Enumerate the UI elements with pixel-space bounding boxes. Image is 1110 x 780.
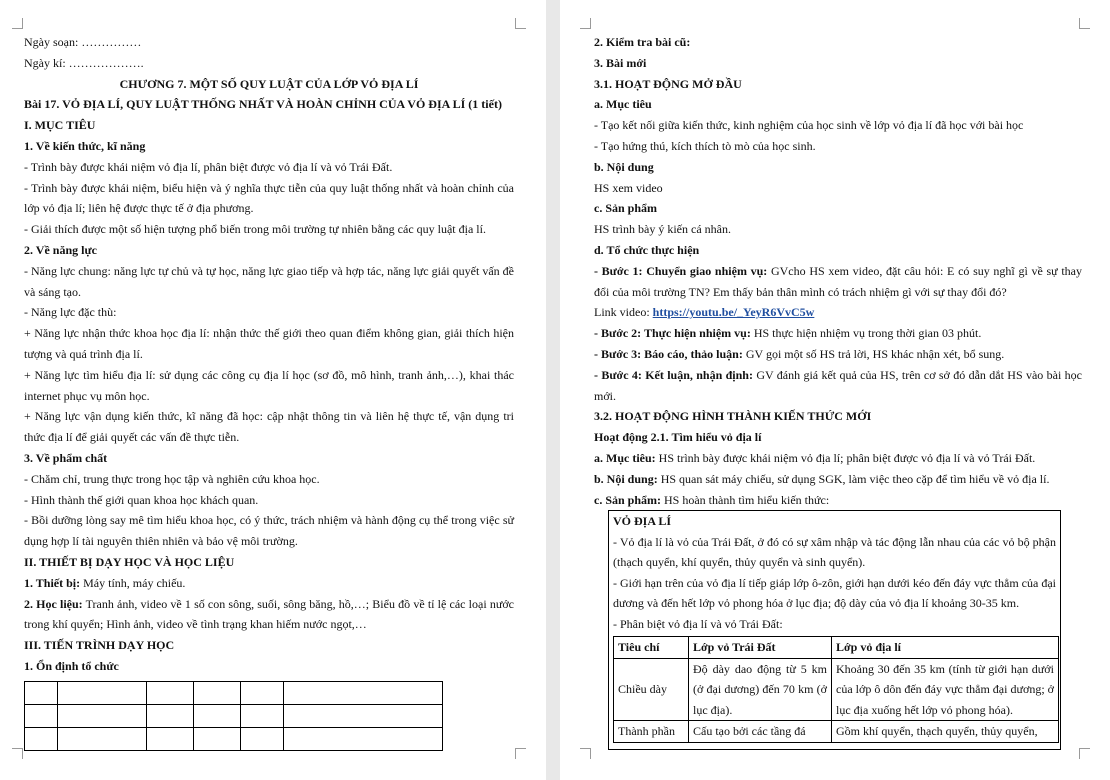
table-cell[interactable] (284, 681, 443, 704)
heading-process[interactable]: III. TIẾN TRÌNH DẠY HỌC (24, 638, 175, 653)
paragraph[interactable]: - Giới hạn trên của vỏ địa lí tiếp giáp lớp ô-zôn, giới hạn dưới kéo đến đáy vực thẳm của đại dương và đến hết lớp vỏ phong hóa ở lục địa; độ dày của vỏ địa lí khoảng 30-35 km. (613, 575, 1056, 611)
video-link-line (594, 302, 1082, 323)
paragraph[interactable]: - Phân biệt vỏ địa lí và vỏ Trái Đất: (613, 616, 783, 631)
paragraph[interactable]: - Trình bày được khái niệm, biểu hiện và ý nghĩa thực tiễn của quy luật thống nhất và hoàn chỉnh của lớp vỏ địa lí; liên hệ được thực tế ở địa phương. (24, 180, 514, 216)
paragraph[interactable]: + Năng lực nhận thức khoa học địa lí: nhận thức thế giới theo quan điểm không gian, giải thích hiện tượng và quá trình địa lí. (24, 326, 514, 361)
table-row (25, 681, 443, 704)
link-label: Link video: (594, 305, 653, 320)
table-cell[interactable]: Cấu tạo bởi các tầng đá (689, 721, 832, 743)
page-content (24, 32, 514, 751)
text: HS trình bày được khái niệm vỏ địa lí; phân biệt được vỏ địa lí và vỏ Trái Đất. (655, 450, 1036, 465)
paragraph[interactable]: HS xem video (594, 180, 663, 195)
lesson-title[interactable]: Bài 17. VỎ ĐỊA LÍ, QUY LUẬT THỐNG NHẤT VÀ HOÀN CHỈNH CỦA VỎ ĐỊA LÍ (1 tiết) (24, 97, 502, 112)
paragraph[interactable] (24, 573, 514, 594)
comparison-table[interactable] (613, 636, 1059, 743)
margin-corner-mark (580, 18, 591, 29)
margin-corner-mark (1079, 18, 1090, 29)
paragraph[interactable] (24, 594, 514, 636)
text: GVcho HS xem video, đặt câu hỏi: E có suy nghĩ gì về sự thay đổi của môi trường TN? Em thấy bản thân mình có trách nhiệm gì với sự thay đổi đó? (594, 263, 1082, 299)
table-cell[interactable]: Chiều dày (614, 658, 689, 721)
paragraph[interactable]: - Bồi dưỡng lòng say mê tìm hiểu khoa học, có ý thức, trách nhiệm và hành động cụ thể trong việc sử dụng hợp lí tài nguyên thiên nhiên và bảo vệ môi trường. (24, 513, 514, 549)
table-cell[interactable] (58, 704, 147, 727)
paragraph[interactable]: - Trình bày được khái niệm vỏ địa lí, phân biệt được vỏ địa lí và vỏ Trái Đất. (24, 159, 393, 174)
chapter-title[interactable]: CHƯƠNG 7. MỘT SỐ QUY LUẬT CỦA LỚP VỎ ĐỊA LÍ (119, 76, 419, 91)
table-row (614, 721, 1059, 743)
table-cell[interactable] (284, 727, 443, 750)
text: Tranh ảnh, video về 1 số con sông, suối, sông băng, hồ,…; Biểu đồ về tỉ lệ các loại nước trong khí quyển; Hình ảnh, video về tình trạng khan hiếm nước ngọt,… (24, 596, 515, 632)
margin-corner-mark (12, 18, 23, 29)
text: GV gọi một số HS trả lời, HS khác nhận xét, bổ sung. (742, 346, 1005, 361)
heading-new-lesson[interactable]: 3. Bài mới (594, 55, 647, 70)
heading-activity-2-1[interactable]: Hoạt động 2.1. Tìm hiểu vỏ địa lí (594, 430, 762, 445)
paragraph[interactable]: + Năng lực vận dụng kiến thức, kĩ năng đã học: cập nhật thông tin và liên hệ thực tế, vận dụng tri thức địa lí để giải quyết các vấn đề thực tiễn. (24, 409, 514, 445)
paragraph[interactable]: - Chăm chỉ, trung thực trong học tập và nghiên cứu khoa học. (24, 471, 320, 486)
label: 2. Học liệu: (24, 596, 83, 611)
step-2[interactable] (594, 323, 1082, 344)
paragraph[interactable] (594, 448, 1082, 469)
table-cell[interactable] (241, 727, 284, 750)
paragraph[interactable] (594, 490, 1082, 511)
heading-competence[interactable]: 2. Về năng lực (24, 242, 97, 257)
step-3[interactable] (594, 344, 1082, 365)
table-cell[interactable]: Khoảng 30 đến 35 km (tính từ giới hạn dưới của lớp ô dôn đến đáy vực thẳm đại dương; ở lục địa xuống hết lớp vỏ phong hóa). (832, 658, 1059, 721)
text: Máy tính, máy chiếu. (80, 575, 186, 590)
label: - Bước 1: Chuyển giao nhiệm vụ: (594, 263, 768, 278)
heading-equipment[interactable]: II. THIẾT BỊ DẠY HỌC VÀ HỌC LIỆU (24, 554, 235, 569)
step-1[interactable] (594, 261, 1082, 303)
paragraph[interactable]: - Năng lực đặc thù: (24, 305, 117, 320)
table-cell[interactable] (147, 727, 194, 750)
heading-opening-activity[interactable]: 3.1. HOẠT ĐỘNG MỞ ĐẦU (594, 76, 742, 91)
heading-qualities[interactable]: 3. Về phẩm chất (24, 450, 108, 465)
table-row (25, 704, 443, 727)
date-prepared[interactable]: Ngày soạn: …………… (24, 35, 142, 49)
table-cell[interactable]: Thành phần (614, 721, 689, 743)
document-page-right (560, 0, 1110, 780)
heading-objectives[interactable]: I. MỤC TIÊU (24, 118, 96, 133)
paragraph[interactable]: - Vỏ địa lí là vỏ của Trái Đất, ở đó có sự xâm nhập và tác động lẫn nhau của các vỏ bộ phận (thạch quyển, khí quyển, thủy quyển và sinh quyển). (613, 534, 1056, 570)
box-title[interactable]: VỎ ĐỊA LÍ (613, 514, 672, 529)
table-cell[interactable] (25, 727, 58, 750)
label: - Bước 2: Thực hiện nhiệm vụ: (594, 326, 751, 341)
table-row (25, 727, 443, 750)
table-cell[interactable] (194, 727, 241, 750)
label: - Bước 3: Báo cáo, thảo luận: (594, 346, 743, 361)
text: HS quan sát máy chiếu, sử dụng SGK, làm việc theo cặp để tìm hiểu về vỏ địa lí. (657, 471, 1050, 486)
document-page-left (0, 0, 546, 780)
header-earth-crust[interactable]: Lớp vỏ Trái Đất (689, 637, 832, 659)
label: 1. Thiết bị: (24, 575, 81, 590)
page-content (594, 32, 1082, 750)
paragraph[interactable]: HS trình bày ý kiến cá nhân. (594, 222, 731, 237)
paragraph[interactable]: - Tạo kết nối giữa kiến thức, kinh nghiệm của học sinh về lớp vỏ địa lí đã học với bài học (594, 118, 1024, 133)
label: - Bước 4: Kết luận, nhận định: (594, 367, 753, 382)
text: GV đánh giá kết quả của HS, trên cơ sở đó dẫn dắt HS vào bài học mới. (594, 367, 1082, 403)
heading-content[interactable]: b. Nội dung (594, 159, 654, 174)
table-cell[interactable] (25, 704, 58, 727)
margin-corner-mark (515, 748, 526, 759)
heading-review[interactable]: 2. Kiểm tra bài cũ: (594, 35, 691, 49)
paragraph[interactable]: - Hình thành thế giới quan khoa học khách quan. (24, 492, 259, 507)
table-cell[interactable] (58, 681, 147, 704)
margin-corner-mark (580, 748, 591, 759)
table-cell[interactable] (194, 704, 241, 727)
label: b. Nội dung: (594, 471, 658, 486)
table-cell[interactable] (241, 681, 284, 704)
table-cell[interactable] (194, 681, 241, 704)
date-signed[interactable]: Ngày kí: ………………. (24, 55, 144, 70)
table-header-row (614, 637, 1059, 659)
table-cell[interactable]: Độ dày dao động từ 5 km (ở đại dương) đến 70 km (ở lục địa). (689, 658, 832, 721)
paragraph[interactable]: - Năng lực chung: năng lực tự chủ và tự học, năng lực giao tiếp và hợp tác, năng lực giải quyết vấn đề và sáng tạo. (24, 263, 514, 299)
paragraph[interactable]: - Giải thích được một số hiện tượng phổ biến trong môi trường tự nhiên bằng các quy luật địa lí. (24, 222, 486, 237)
header-criteria[interactable]: Tiêu chí (614, 637, 689, 659)
header-geographic-shell[interactable]: Lớp vỏ địa lí (832, 637, 1059, 659)
table-cell[interactable] (147, 704, 194, 727)
paragraph[interactable]: - Tạo hứng thú, kích thích tò mò của học sinh. (594, 138, 816, 153)
video-link[interactable]: https://youtu.be/_YeyR6VvC5w (652, 305, 815, 320)
label: a. Mục tiêu: (594, 450, 656, 465)
paragraph[interactable] (594, 469, 1082, 490)
table-cell[interactable] (58, 727, 147, 750)
margin-corner-mark (515, 18, 526, 29)
label: c. Sản phẩm: (594, 492, 662, 507)
margin-corner-mark (12, 748, 23, 759)
heading-new-knowledge[interactable]: 3.2. HOẠT ĐỘNG HÌNH THÀNH KIẾN THỨC MỚI (594, 409, 872, 424)
heading-organization[interactable]: 1. Ổn định tổ chức (24, 658, 119, 673)
table-cell[interactable] (147, 681, 194, 704)
table-cell[interactable] (284, 704, 443, 727)
table-row (614, 658, 1059, 721)
heading-implementation[interactable]: d. Tổ chức thực hiện (594, 242, 700, 257)
attendance-table[interactable] (24, 681, 443, 751)
heading-objective[interactable]: a. Mục tiêu (594, 97, 652, 112)
knowledge-box (608, 510, 1061, 750)
table-cell[interactable] (25, 681, 58, 704)
text: HS hoàn thành tìm hiểu kiến thức: (661, 492, 830, 507)
paragraph[interactable]: + Năng lực tìm hiểu địa lí: sử dụng các công cụ địa lí học (sơ đồ, mô hình, tranh ảnh,…), khai thác internet phục vụ môn học. (24, 367, 514, 403)
text: HS thực hiện nhiệm vụ trong thời gian 03 phút. (750, 326, 982, 341)
step-4[interactable] (594, 365, 1082, 407)
heading-product[interactable]: c. Sản phẩm (594, 201, 658, 216)
table-cell[interactable] (241, 704, 284, 727)
heading-knowledge[interactable]: 1. Về kiến thức, kĩ năng (24, 138, 146, 153)
table-cell[interactable]: Gồm khí quyển, thạch quyển, thủy quyển, (832, 721, 1059, 743)
